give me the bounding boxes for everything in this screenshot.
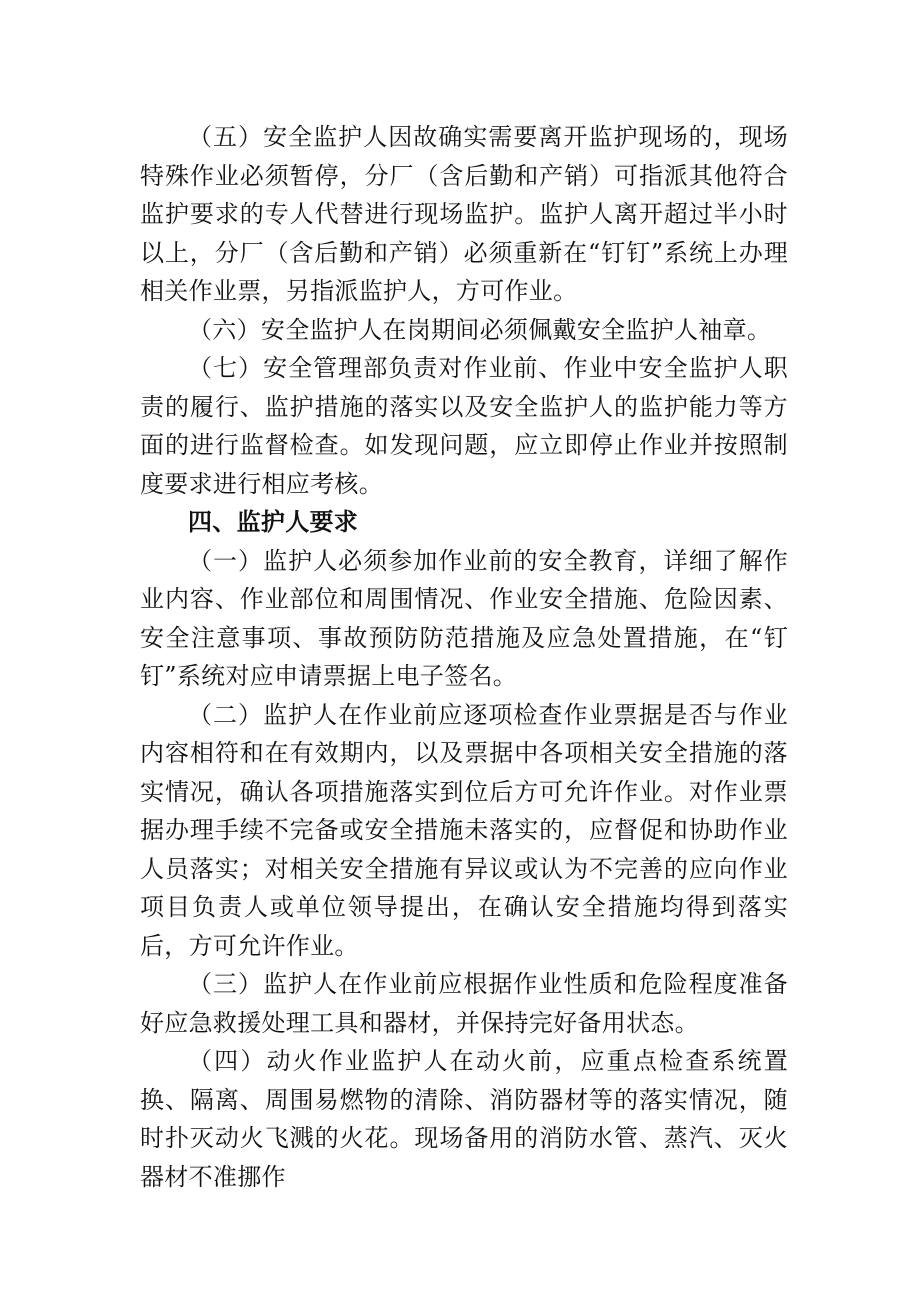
paragraph-4-hot-work: （四）动火作业监护人在动火前，应重点检查系统置换、隔离、周围易燃物的清除、消防器材等的落实情况，随时扑灭动火飞溅的火花。现场备用的消防水管、蒸汽、灭火器材不准挪作 <box>140 1047 788 1191</box>
paragraph-5-supervisor-leaving: （五）安全监护人因故确实需要离开监护现场的，现场特殊作业必须暂停，分厂（含后勤和产销）可指派其他符合监护要求的专人代替进行现场监护。监护人离开超过半小时以上，分厂（含后勤和产销）必须重新在“钉钉”系统上办理相关作业票，另指派监护人，方可作业。 <box>140 123 788 305</box>
paragraph-1-safety-education: （一）监护人必须参加作业前的安全教育，详细了解作业内容、作业部位和周围情况、作业安全措施、危险因素、安全注意事项、事故预防防范措施及应急处置措施，在“钉钉”系统对应申请票据上电子签名。 <box>140 546 788 690</box>
document-body <box>140 118 788 1196</box>
section-heading-supervisor-requirements: 四、监护人要求 <box>188 508 359 536</box>
paragraph-6-armband: （六）安全监护人在岗期间必须佩戴安全监护人袖章。 <box>188 315 772 344</box>
paragraph-2-ticket-check: （二）监护人在作业前应逐项检查作业票据是否与作业内容相符和在有效期内，以及票据中各项相关安全措施的落实情况，确认各项措施落实到位后方可允许作业。对作业票据办理手续不完备或安全措施未落实的，应督促和协助作业人员落实；对相关安全措施有异议或认为不完善的应向作业项目负责人或单位领导提出，在确认安全措施均得到落实后，方可允许作业。 <box>140 700 788 960</box>
paragraph-7-inspection: （七）安全管理部负责对作业前、作业中安全监护人职责的履行、监护措施的落实以及安全监护人的监护能力等方面的进行监督检查。如发现问题，应立即停止作业并按照制度要求进行相应考核。 <box>140 354 788 498</box>
paragraph-3-emergency-tools: （三）监护人在作业前应根据作业性质和危险程度准备好应急救援处理工具和器材，并保持完好备用状态。 <box>140 970 788 1037</box>
